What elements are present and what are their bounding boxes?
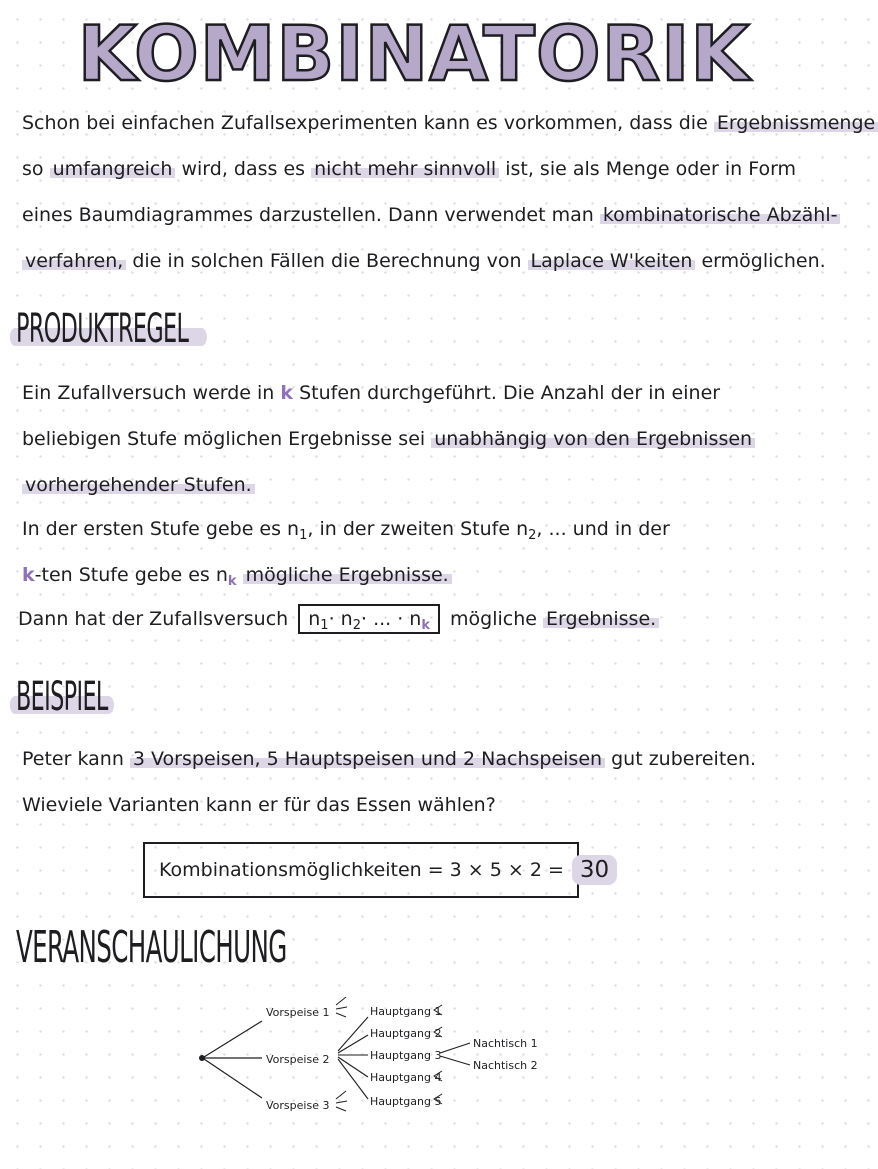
heading-produktregel bbox=[16, 306, 188, 352]
tree-node-hauptgang-5: Hauptgang 5 bbox=[370, 1095, 442, 1108]
highlight-ergebnismenge: Ergebnissmenge bbox=[714, 112, 878, 134]
example-text: gut zubereiten. bbox=[611, 748, 757, 770]
tree-node-vorspeise-1: Vorspeise 1 bbox=[266, 1006, 330, 1019]
heading-text: BEISPIEL bbox=[16, 674, 108, 720]
rule-text: Ein Zufallversuch werde in bbox=[22, 382, 275, 404]
rule-text: -ten Stufe gebe es n bbox=[34, 564, 228, 586]
tree-node-hauptgang-1: Hauptgang 1 bbox=[370, 1005, 442, 1018]
intro-text: ermöglichen. bbox=[701, 250, 826, 272]
combination-formula: Kombinationsmöglichkeiten = 3 × 5 × 2 = bbox=[159, 859, 564, 881]
rule-text: In der ersten Stufe gebe es n bbox=[22, 518, 300, 540]
variable-k: k bbox=[280, 382, 294, 404]
intro-text: so bbox=[22, 158, 44, 180]
combination-result: 30 bbox=[572, 855, 617, 885]
example-question: Wieviele Varianten kann er für das Essen wählen? bbox=[22, 794, 496, 816]
produktregel-line-2 bbox=[22, 428, 755, 450]
heading-veranschaulichung bbox=[16, 922, 287, 973]
rule-text: mögliche bbox=[450, 608, 537, 630]
highlight-kombinatorische: kombinatorische Abzähl- bbox=[600, 204, 841, 226]
combination-result-box bbox=[143, 842, 610, 898]
highlight-umfangreich: umfangreich bbox=[50, 158, 176, 180]
formula-part: · ... · n bbox=[360, 608, 422, 630]
intro-text: die in solchen Fällen die Berechnung von bbox=[132, 250, 522, 272]
produktregel-line-4 bbox=[22, 518, 670, 543]
example-text: Peter kann bbox=[22, 748, 124, 770]
tree-root-branches bbox=[204, 1021, 262, 1098]
tree-node-hauptgang-4: Hauptgang 4 bbox=[370, 1071, 442, 1084]
tree-fan-marks bbox=[336, 997, 347, 1111]
intro-line-2 bbox=[22, 158, 796, 180]
product-formula-box bbox=[298, 604, 440, 634]
heading-beispiel bbox=[16, 674, 108, 720]
rule-text: , in der zweiten Stufe n bbox=[307, 518, 529, 540]
intro-text: Schon bei einfachen Zufallsexperimenten kann es vorkommen, dass die bbox=[22, 112, 708, 134]
produktregel-line-6 bbox=[18, 608, 659, 633]
tree-node-nachtisch-1: Nachtisch 1 bbox=[473, 1037, 538, 1050]
tree-hauptgang-3-branches bbox=[440, 1043, 470, 1065]
intro-line-3 bbox=[22, 204, 840, 226]
intro-text: ist, sie als Menge oder in Form bbox=[505, 158, 797, 180]
intro-line-1 bbox=[22, 112, 878, 134]
highlight-ergebnisse-final: Ergebnisse. bbox=[543, 608, 659, 630]
subscript: 2 bbox=[352, 618, 361, 633]
produktregel-line-1 bbox=[22, 382, 720, 404]
highlight-speisen: 3 Vorspeisen, 5 Hauptspeisen und 2 Nachspeisen bbox=[130, 748, 605, 770]
variable-k: k bbox=[22, 564, 35, 586]
rule-text: Stufen durchgeführt. Die Anzahl der in einer bbox=[299, 382, 721, 404]
intro-line-4 bbox=[22, 250, 826, 272]
subscript: 2 bbox=[528, 528, 537, 543]
subscript-k: k bbox=[421, 618, 430, 633]
tree-node-vorspeise-2: Vorspeise 2 bbox=[266, 1053, 330, 1066]
subscript: 1 bbox=[299, 528, 308, 543]
page-title-text: KOMBINATORIK bbox=[77, 9, 751, 98]
beispiel-line-1 bbox=[22, 748, 756, 770]
highlight-laplace: Laplace W'keiten bbox=[528, 250, 696, 272]
tree-node-nachtisch-2: Nachtisch 2 bbox=[473, 1059, 538, 1072]
tree-node-vorspeise-3: Vorspeise 3 bbox=[266, 1099, 330, 1112]
tree-vorspeise-2-branches bbox=[338, 1017, 368, 1099]
produktregel-line-5 bbox=[22, 564, 452, 589]
highlight-vorhergehender: vorhergehender Stufen. bbox=[22, 474, 255, 496]
intro-text: wird, dass es bbox=[181, 158, 306, 180]
subscript-k: k bbox=[227, 574, 237, 589]
tree-node-hauptgang-3: Hauptgang 3 bbox=[370, 1049, 442, 1062]
tree-node-hauptgang-2: Hauptgang 2 bbox=[370, 1027, 442, 1040]
heading-text: PRODUKTREGEL bbox=[16, 306, 189, 352]
produktregel-line-3 bbox=[22, 474, 255, 496]
heading-text: VERANSCHAULICHUNG bbox=[16, 922, 287, 973]
intro-text: eines Baumdiagrammes darzustellen. Dann verwendet man bbox=[22, 204, 594, 226]
beispiel-line-2 bbox=[22, 794, 496, 816]
highlight-ergebnisse: mögliche Ergebnisse. bbox=[243, 564, 452, 586]
highlight-unabhaengig: unabhängig von den Ergebnissen bbox=[431, 428, 755, 450]
subscript: 1 bbox=[320, 618, 329, 633]
formula-part: · n bbox=[328, 608, 353, 630]
highlight-nicht-mehr-sinnvoll: nicht mehr sinnvoll bbox=[311, 158, 499, 180]
rule-text: beliebigen Stufe möglichen Ergebnisse sei bbox=[22, 428, 426, 450]
highlight-verfahren: verfahren, bbox=[22, 250, 126, 272]
rule-text: , ... und in der bbox=[536, 518, 670, 540]
rule-text: Dann hat der Zufallsversuch bbox=[18, 608, 289, 630]
page-title bbox=[0, 8, 828, 100]
formula-part: n bbox=[308, 608, 321, 630]
tree-diagram bbox=[190, 985, 570, 1120]
